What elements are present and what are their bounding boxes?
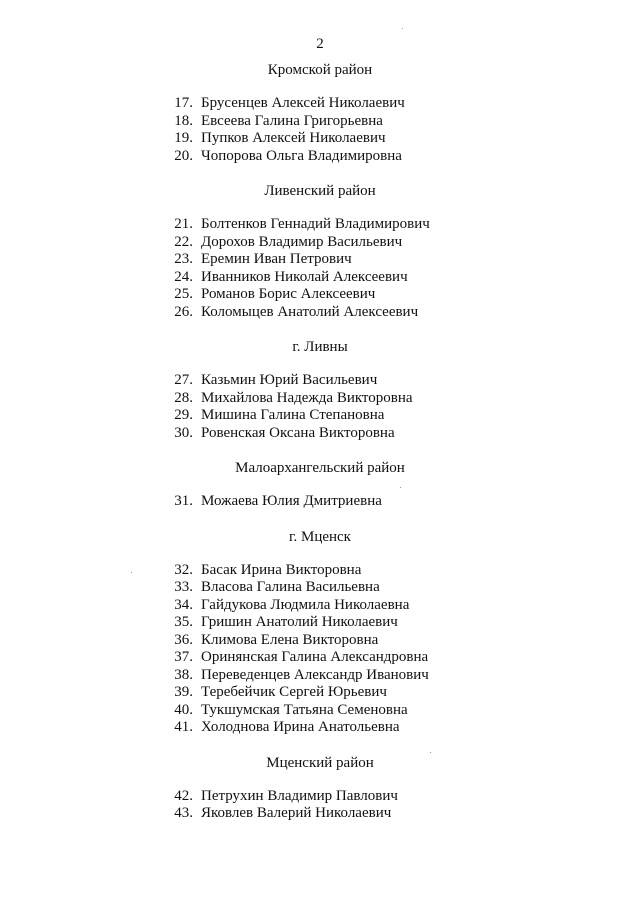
entry-name: Пупков Алексей Николаевич [201,130,386,146]
entry-name: Брусенцев Алексей Николаевич [201,95,405,111]
entry-number: 35. [174,614,193,630]
entry-name: Басак Ирина Викторовна [201,561,362,578]
list-item [0,407,640,425]
entry-name: Иванников Николай Алексеевич [201,268,408,285]
list-item [0,216,640,234]
list-item [0,788,640,806]
entry-name: Гришин Анатолий Николаевич [201,614,398,630]
section-title: г. Ливны [292,339,348,355]
scan-speck [400,487,401,488]
section-title: Кромской район [267,62,373,78]
entry-name: Михайлова Надежда Викторовна [201,389,413,406]
entry-number: 26. [174,303,193,320]
entry-number: 18. [174,112,193,129]
entry-name: Можаева Юлия Дмитриевна [201,493,382,509]
list-item [0,372,640,390]
section-title: Мценский район [266,754,374,771]
list-item [0,251,640,269]
entry-number: 40. [174,701,193,718]
entry-number: 24. [174,268,193,285]
list-item [0,805,640,823]
entry-number: 33. [174,579,193,595]
entry-name: Оринянская Галина Александровна [201,649,429,665]
entry-number: 31. [174,493,193,509]
entry-list [0,95,640,165]
entry-number: 34. [174,596,193,613]
list-item [0,95,640,113]
entry-list [0,216,640,321]
list-item [0,597,640,615]
entry-name: Ровенская Оксана Викторовна [201,424,395,441]
entry-name: Романов Борис Алексеевич [201,286,376,302]
scan-speck [430,752,431,753]
entry-name: Теребейчик Сергей Юрьевич [201,684,387,700]
entry-name: Чопорова Ольга Владимировна [201,147,402,164]
list-item [0,579,640,597]
entry-name: Коломыцев Анатолий Алексеевич [201,303,419,320]
list-item [0,684,640,702]
entry-number: 43. [174,805,193,821]
entry-list [0,562,640,737]
entry-name: Переведенцев Александр Иванович [201,666,429,683]
entry-name: Климова Елена Викторовна [201,631,379,648]
list-item [0,632,640,650]
list-item [0,702,640,720]
entry-list [0,788,640,823]
entry-list [0,372,640,442]
entry-name: Холоднова Ирина Анатольевна [201,719,400,735]
entry-number: 30. [174,424,193,441]
entry-name: Гайдукова Людмила Николаевна [201,596,410,613]
entry-name: Яковлев Валерий Николаевич [201,805,392,821]
section-title: Ливенский район [264,183,376,199]
entry-number: 20. [174,147,193,164]
entry-number: 17. [174,95,193,111]
entry-name: Болтенков Геннадий Владимирович [201,216,430,232]
entry-number: 21. [174,216,193,232]
list-item [0,562,640,580]
entry-name: Тукшумская Татьяна Семеновна [201,701,408,718]
entry-number: 23. [174,251,193,267]
entry-number: 28. [174,389,193,406]
list-item [0,130,640,148]
entry-number: 22. [174,233,193,250]
entry-number: 41. [174,719,193,735]
entry-number: 32. [174,561,193,578]
entry-list [0,493,640,511]
list-item [0,425,640,443]
entry-name: Дорохов Владимир Васильевич [201,233,403,250]
list-item [0,390,640,408]
entry-number: 39. [174,684,193,700]
list-item [0,667,640,685]
document-body [0,61,640,840]
list-item [0,493,640,511]
section-title: г. Мценск [289,528,351,545]
entry-number: 19. [174,130,193,146]
entry-number: 29. [174,407,193,423]
list-item [0,304,640,322]
list-item [0,269,640,287]
list-item [0,148,640,166]
entry-number: 36. [174,631,193,648]
entry-name: Евсеева Галина Григорьевна [201,112,383,129]
scan-speck [131,572,132,573]
entry-name: Власова Галина Васильевна [201,579,380,595]
page-number: 2 [316,36,324,52]
entry-number: 42. [174,787,193,804]
list-item [0,113,640,131]
scan-speck [402,28,403,29]
list-item [0,234,640,252]
list-item [0,649,640,667]
entry-number: 27. [174,372,193,388]
entry-number: 38. [174,666,193,683]
entry-number: 25. [174,286,193,302]
entry-name: Казьмин Юрий Васильевич [201,372,378,388]
entry-number: 37. [174,649,193,665]
list-item [0,614,640,632]
entry-name: Мишина Галина Степановна [201,407,385,423]
entry-name: Еремин Иван Петрович [201,251,352,267]
entry-name: Петрухин Владимир Павлович [201,787,398,804]
list-item [0,719,640,737]
list-item [0,286,640,304]
section-title: Малоархангельский район [235,460,405,476]
